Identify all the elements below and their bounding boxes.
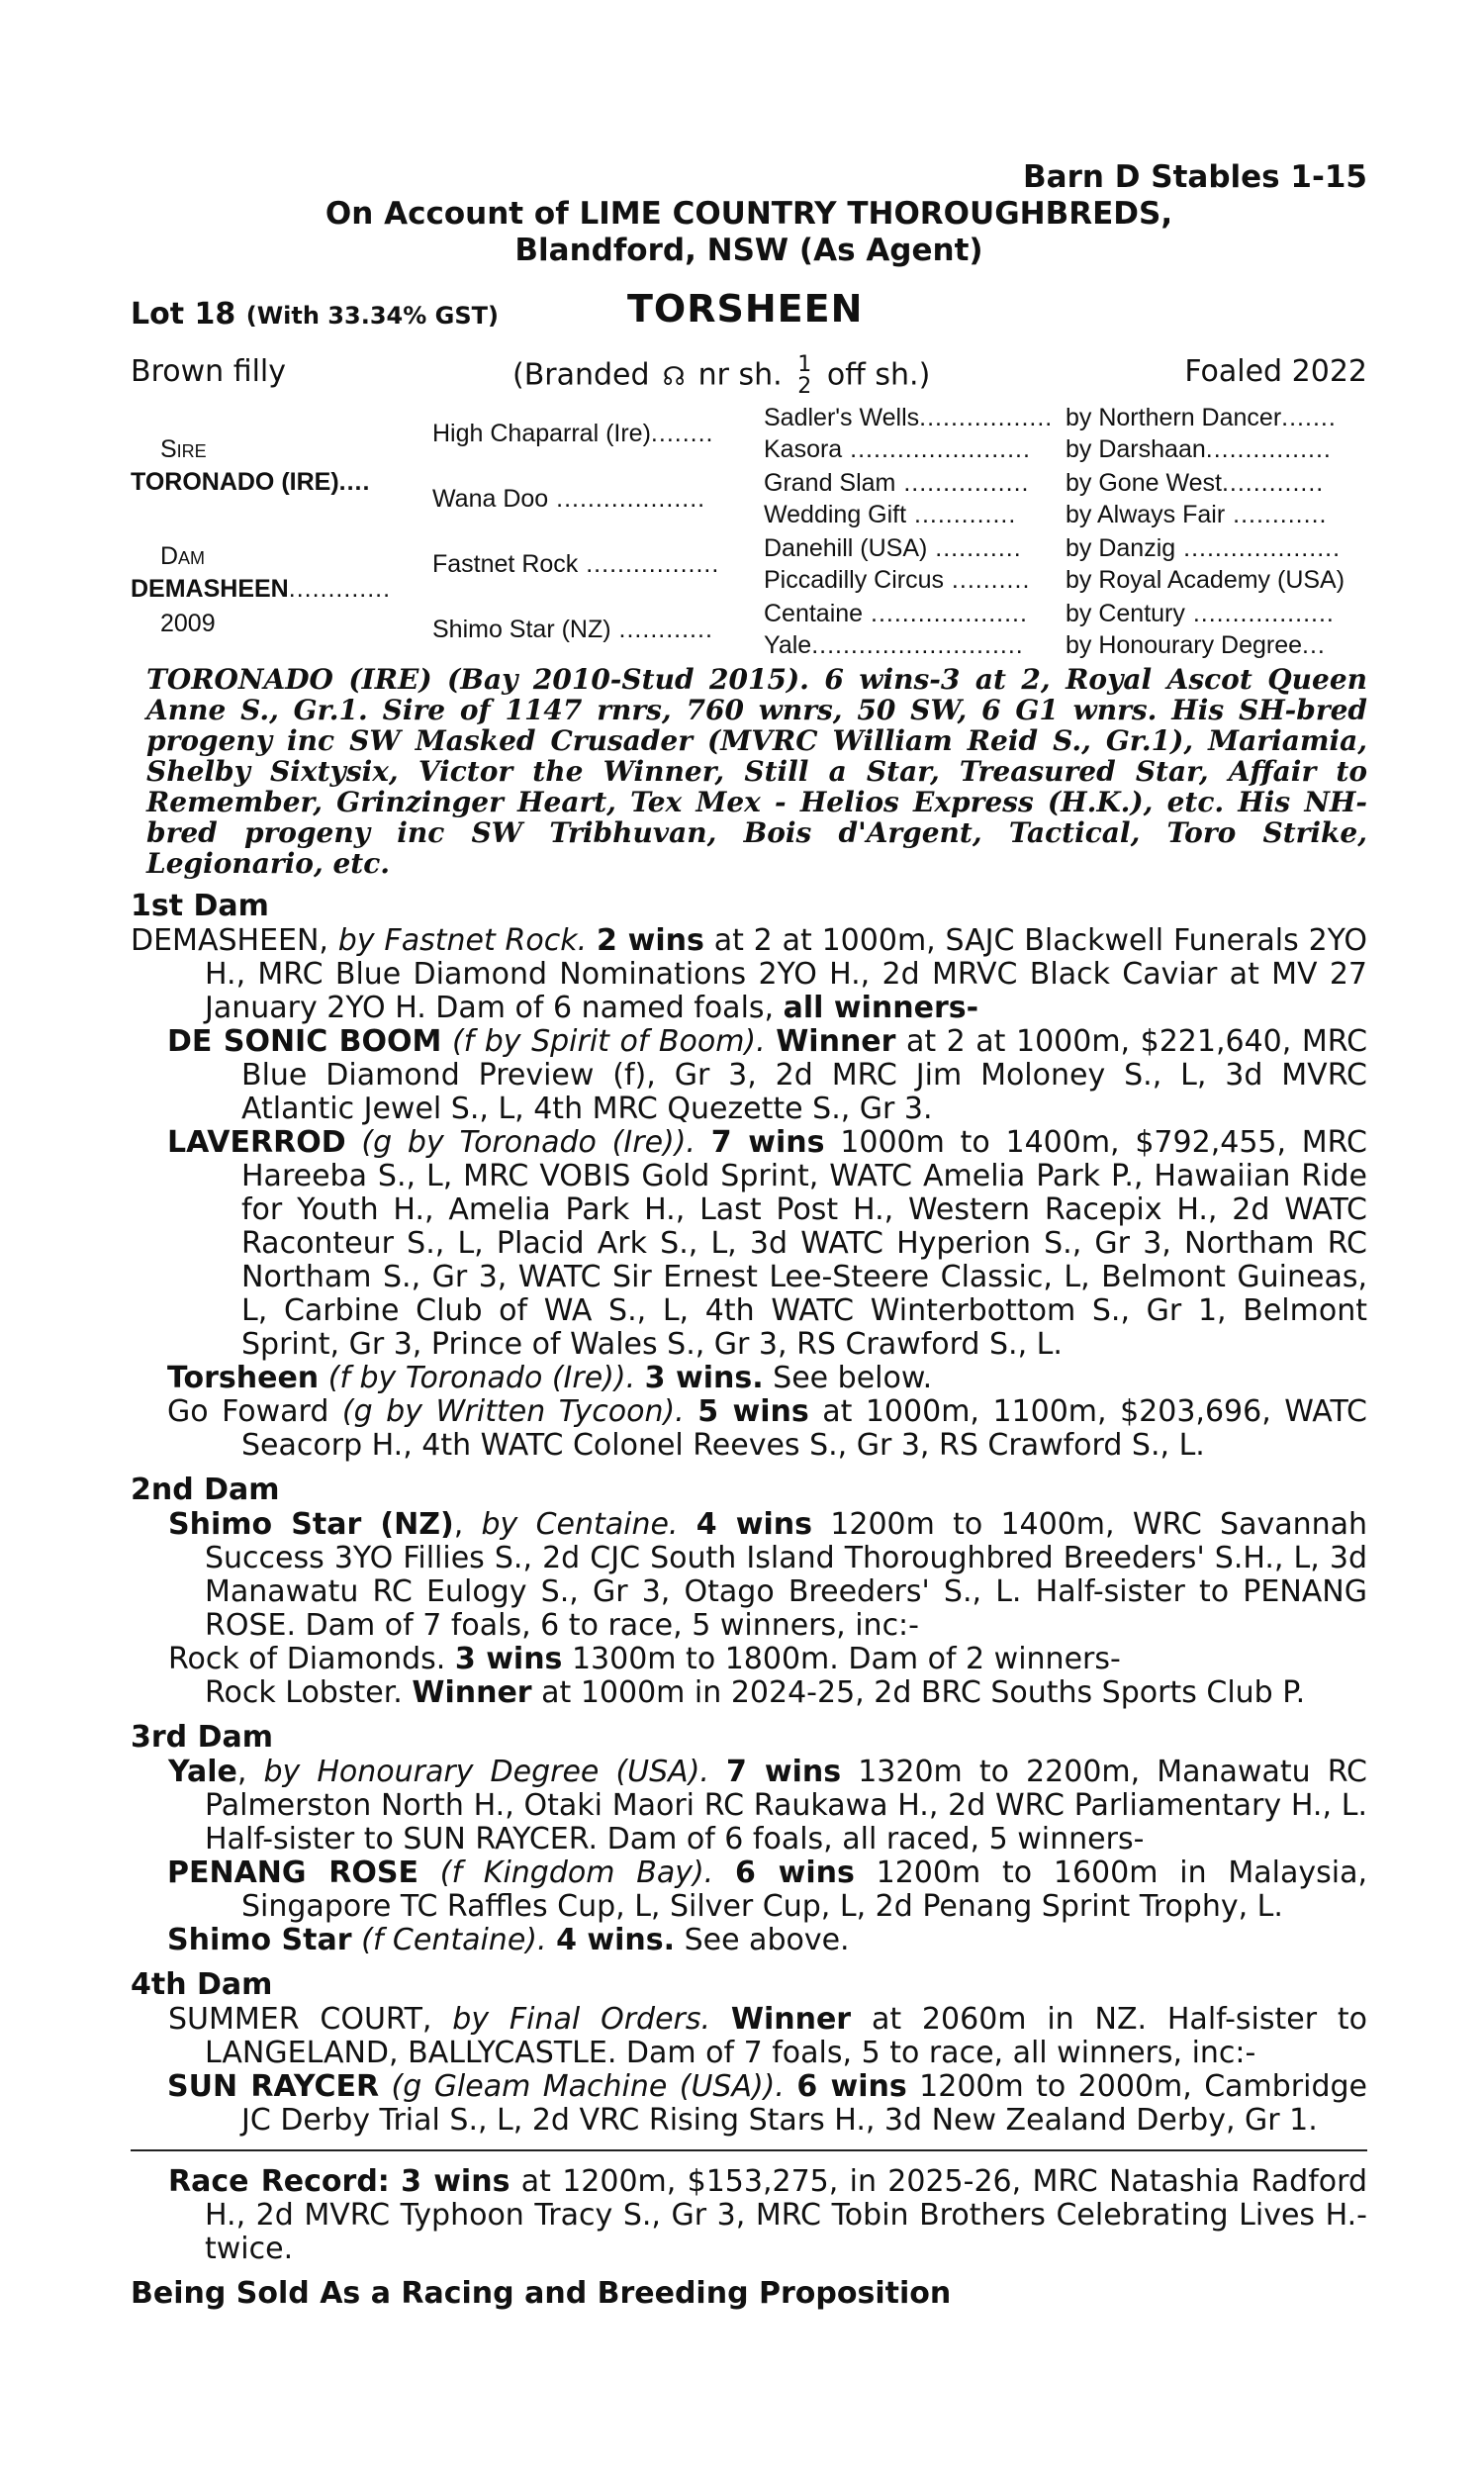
foal-wins: 3 wins. [644,1361,764,1395]
dam-all-winners: all winners- [783,991,979,1025]
dam-text: 1320m to 2200m, Manawatu RC Palmerston North H., Otaki Maori RC Raukawa H., 2d WRC Parliamentary H., L. Half-sister to SUN RAYCER. Dam of 6 foals, all raced, 5 winners- [205,1755,1367,1856]
foal-name: PENANG ROSE [167,1856,418,1890]
brand-fraction [797,354,811,398]
pedigree-g2: Wedding Gift ............. [764,501,1017,528]
first-dam-entry [131,924,1367,1025]
g1-item: Shimo Star (NZ) [432,616,611,643]
dam-name: DEMASHEEN, [131,923,328,958]
pedigree-g3: by Always Fair ............ [1066,501,1328,528]
pedigree-g2: Piccadilly Circus .......... [764,566,1031,594]
pedigree-g3: by Honourary Degree... [1066,631,1326,659]
foal-text: 1200m to 1600m in Malaysia, Singapore TC Raffles Cup, L, Silver Cup, L, 2d Penang Sprint Trophy, L. [241,1856,1368,1924]
sale-note: Being Sold As a Racing and Breeding Proposition [131,2276,952,2311]
foal-text: 1300m to 1800m. Dam of 2 winners- [571,1642,1121,1676]
foal-entry [131,1126,1367,1362]
g3-item: by Gone West [1066,469,1222,497]
dam-text: at 2060m in NZ. Half-sister to LANGELAND, BALLYCASTLE. Dam of 7 foals, 5 to race, all winners, inc:- [205,2002,1367,2070]
pedigree-g1: Fastnet Rock ................. [432,550,720,578]
foal-sire: (f by Toronado (Ire)). [327,1361,636,1395]
sire-label: Sire [160,435,207,463]
g3-item: by Danzig [1066,534,1176,562]
brand-mark-icon: ☊ [662,361,686,392]
foal-wins: 5 wins [697,1394,809,1429]
fraction-numerator: 1 [797,352,812,377]
brand-pre: (Branded [512,357,650,393]
race-record [131,2165,1367,2266]
g2-item: Wedding Gift [764,501,907,528]
brand-mid: nr sh. [697,357,783,393]
pedigree-g3: by Danzig .................... [1066,534,1342,562]
foal-name: Go Foward [167,1394,329,1429]
pedigree-g2: Centaine .................... [764,600,1028,627]
foal-entry [131,1395,1367,1463]
g1-item: Wana Doo [432,485,549,513]
foal-entry [131,1856,1367,1924]
foal-entry [131,1643,1367,1676]
sire-name-text: TORONADO (IRE) [131,468,339,496]
horse-description: Brown filly [131,354,287,389]
section-divider [131,2149,1367,2151]
foal-name: Rock Lobster. [205,1675,403,1710]
g2-item: Grand Slam [764,469,896,497]
dam-sire: by Centaine. [481,1507,679,1542]
dam-text: 1200m to 1400m, WRC Savannah Success 3YO Fillies S., 2d CJC South Island Thoroughbred Breeders' S.H., L, 3d Manawatu RC Eulogy S., Gr 3, Otago Breeders' S., L. Half-sister to PENANG ROSE. Dam of 7 foals, 6 to race, 5 winners, inc:- [205,1507,1368,1643]
dam-sire: by Honourary Degree (USA). [263,1755,709,1789]
dam-sire: by Fastnet Rock. [337,923,588,958]
g2-item: Kasora [764,435,843,463]
sire-summary: TORONADO (IRE) (Bay 2010-Stud 2015). 6 wins-3 at 2, Royal Ascot Queen Anne S., Gr.1. Sire of 1147 rnrs, 760 wnrs, 50 SW, 6 G1 wnrs. His SH-bred progeny inc SW Masked Crusader (MVRC William Reid S., Gr.1), Mariamia, Shelby Sixtysix, Victor the Winner, Still a Star, Treasured Star, Affair to Remember, Grinzinger Heart, Tex Mex - Helios Express (H.K.), etc. His NH-bred progeny inc SW Tribhuvan, Bois d'Argent, Tactical, Toro Strike, Legionario, etc. [146,663,1367,880]
first-dam-heading: 1st Dam [131,889,269,923]
pedigree-g2: Grand Slam ................ [764,469,1030,497]
g2-item: Piccadilly Circus [764,566,944,594]
dam-wins: 2 wins [597,923,704,958]
foal-text: at 1000m in 2024-25, 2d BRC Souths Sports Club P. [541,1675,1306,1710]
pedigree-g3: by Darshaan................ [1066,435,1332,463]
pedigree-g2: Yale........................... [764,631,1024,659]
dam-label: Dam [160,542,206,570]
foal-sire: (f Centaine). [361,1923,547,1957]
race-record-text: at 1200m, $153,275, in 2025-26, MRC Natashia Radford H., 2d MVRC Typhoon Tracy S., Gr 3, MRC Tobin Brothers Celebrating Lives H.-twice. [205,2164,1367,2266]
foal-name: Torsheen [167,1361,320,1395]
second-dam-heading: 2nd Dam [131,1473,280,1507]
g1-item: Fastnet Rock [432,550,579,578]
pedigree-g2: Sadler's Wells................. [764,404,1054,431]
g1-item: High Chaparral (Ire) [432,420,651,447]
foal-text: 1000m to 1400m, $792,455, MRC Hareeba S., L, MRC VOBIS Gold Sprint, WATC Amelia Park P., Hawaiian Ride for Youth H., Amelia Park H., Last Post H., Western Racepix H., 2d WATC Raconteur S., L, Placid Ark S., L, 3d WATC Hyperion S., Gr 3, Northam RC Northam S., Gr 3, WATC Sir Ernest Lee-Steere Classic, L, Belmont Guineas, L, Carbine Club of WA S., L, 4th WATC Winterbottom S., Gr 1, Belmont Sprint, Gr 3, Prince of Wales S., Gr 3, RS Crawford S., L. [241,1125,1367,1362]
lot-label: Lot 18 [131,297,236,332]
barn-location: Barn D Stables 1-15 [1023,159,1367,195]
foal-text: at 2 at 1000m, $221,640, MRC Blue Diamond Preview (f), Gr 3, 2d MRC Jim Moloney S., L, 3d MVRC Atlantic Jewel S., L, 4th MRC Quezette S., Gr 3. [241,1024,1368,1126]
fraction-denominator: 2 [797,374,812,399]
dam-wins: 4 wins [696,1507,812,1542]
race-record-wins: 3 wins [401,2164,510,2199]
g2-item: Danehill (USA) [764,534,928,562]
g2-item: Sadler's Wells [764,404,920,431]
horse-name: TORSHEEN [627,287,864,331]
pedigree-g1: Wana Doo ................... [432,485,706,513]
dam-sire: by Final Orders. [452,2002,711,2037]
pedigree-g3: by Northern Dancer....... [1066,404,1337,431]
foal-text: 1200m to 2000m, Cambridge JC Derby Trial S., L, 2d VRC Rising Stars H., 3d New Zealand Derby, Gr 1. [241,2069,1368,2138]
pedigree-g1: Shimo Star (NZ) ............ [432,616,713,643]
foal-name: SUN RAYCER [167,2069,380,2104]
g3-item: by Honourary Degree [1066,631,1303,659]
dam-name: SUMMER COURT, [168,2002,432,2037]
second-dam-entry: Shimo Star (NZ), by Centaine. 4 wins 1200m to 1400m, WRC Savannah Success 3YO Fillies S., 2d CJC South Island Thoroughbred Breeders' S.H., L, 3d Manawatu RC Eulogy S., Gr 3, Otago Breeders' S., L. Half-sister to PENANG ROSE. Dam of 7 foals, 6 to race, 5 winners, inc:- [168,1507,1368,1643]
foal-name: Shimo Star [167,1923,352,1957]
pedigree-g2: Danehill (USA) ........... [764,534,1022,562]
g2-item: Centaine [764,600,864,627]
foaled-year: Foaled 2022 [1184,354,1367,389]
third-dam-entry: Yale, by Honourary Degree (USA). 7 wins 1320m to 2200m, Manawatu RC Palmerston North H., Otaki Maori RC Raukawa H., 2d WRC Parliamentary H., L. Half-sister to SUN RAYCER. Dam of 6 foals, all raced, 5 winners- [168,1755,1367,1856]
foal-wins: 4 wins. [556,1923,676,1957]
foal-name: Rock of Diamonds. [168,1642,446,1676]
g3-item: by Always Fair [1066,501,1226,528]
pedigree-g3: by Century .................. [1066,600,1335,627]
foal-sire: (f Kingdom Bay). [439,1856,714,1890]
foal-wins: 6 wins [735,1856,855,1890]
foal-entry [131,1362,1367,1395]
foal-name: LAVERROD [167,1125,346,1160]
foal-wins: 6 wins [796,2069,907,2104]
description-line [131,346,1367,404]
pedigree-table [131,404,1367,659]
pedigree-g2: Kasora ....................... [764,435,1031,463]
foal-entry [131,1676,1367,1710]
foal-entry [131,1025,1367,1126]
sire-name: TORONADO (IRE).... [131,468,371,496]
foal-sire: (f by Spirit of Boom). [451,1024,766,1059]
brand-post: off sh.) [826,357,931,393]
foal-entry [131,1924,1367,1957]
foal-sire: (g by Written Tycoon). [341,1394,685,1429]
g3-item: by Century [1066,600,1185,627]
g3-item: by Royal Academy (USA) [1066,566,1345,594]
foal-wins: Winner [776,1024,896,1059]
dam-wins: Winner [730,2002,852,2037]
brand-info [512,354,930,398]
g3-item: by Northern Dancer [1066,404,1282,431]
g3-item: by Darshaan [1066,435,1206,463]
pedigree-g3 [1066,566,1345,595]
catalogue-page [131,158,1367,2311]
fourth-dam-heading: 4th Dam [131,1967,273,2002]
pedigree-g3: by Gone West............. [1066,469,1325,497]
foal-text: at 1000m, 1100m, $203,696, WATC Seacorp H., 4th WATC Colonel Reeves S., Gr 3, RS Crawford S., L. [241,1394,1367,1463]
foal-wins: Winner [412,1675,532,1710]
lot-line [131,283,1367,346]
dam-name: DEMASHEEN............. [131,575,392,603]
foal-sire: (g Gleam Machine (USA)). [391,2069,785,2104]
third-dam-heading: 3rd Dam [131,1720,273,1755]
dam-name: Yale [168,1755,237,1789]
foal-text: See below. [773,1361,933,1395]
dam-year: 2009 [160,610,216,637]
vendor-line: On Account of LIME COUNTRY THOROUGHBREDS, [325,196,1173,232]
fourth-dam-entry [131,2003,1367,2070]
foal-wins: 3 wins [454,1642,563,1676]
dam-name: Shimo Star (NZ) [168,1507,454,1542]
lot-number [131,297,499,332]
foal-entry [131,2070,1367,2138]
dam-wins: 7 wins [726,1755,842,1789]
foal-wins: 7 wins [710,1125,825,1160]
foal-name: DE SONIC BOOM [167,1024,442,1059]
dam-name-text: DEMASHEEN [131,575,289,603]
foal-text: See above. [684,1923,850,1957]
dam-text: at 2 at 1000m, SAJC Blackwell Funerals 2YO H., MRC Blue Diamond Nominations 2YO H., 2d MRVC Black Caviar at MV 27 January 2YO H. Dam of 6 named foals, [205,923,1367,1025]
gst-note: (With 33.34% GST) [245,302,499,330]
race-record-label: Race Record: [168,2164,390,2199]
foal-sire: (g by Toronado (Ire)). [361,1125,696,1160]
pedigree-g1: High Chaparral (Ire)........ [432,420,714,447]
vendor-location: Blandford, NSW (As Agent) [514,233,983,268]
g2-item: Yale [764,631,812,659]
